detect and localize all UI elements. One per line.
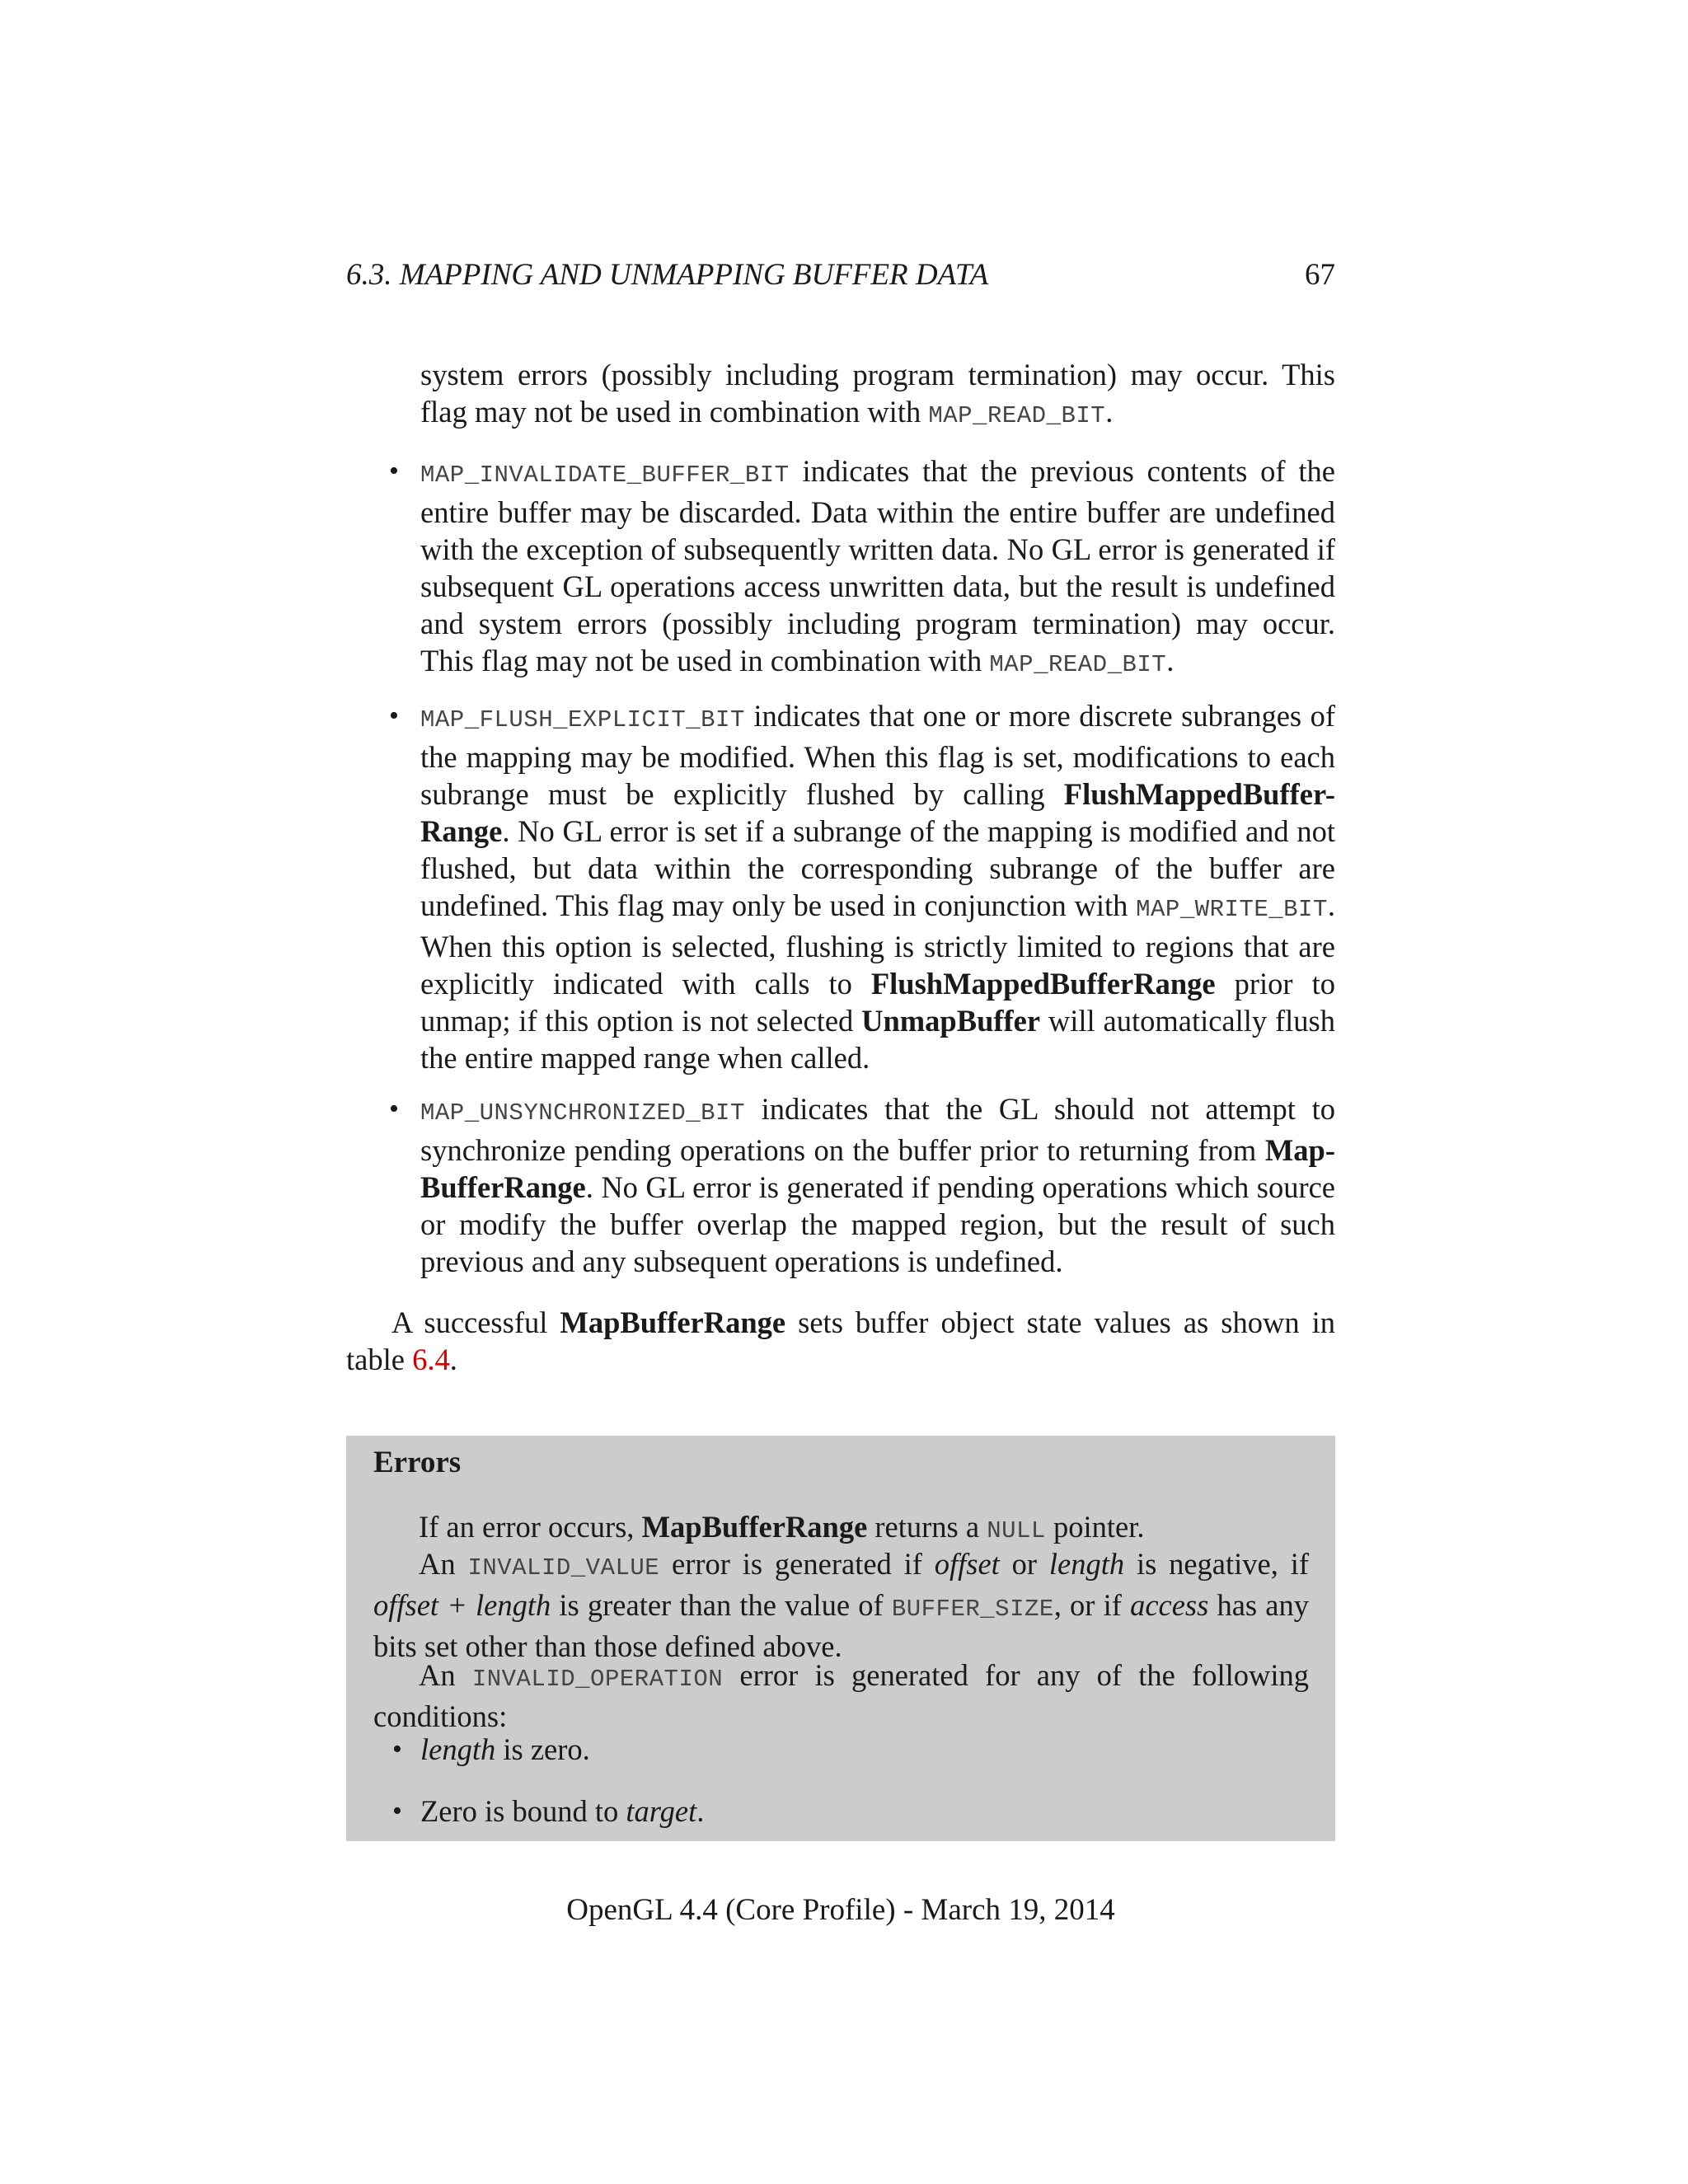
text-run: . When this option is selected, flushing is strictly limited to regions that are explicitly indicated with calls to: [420, 888, 1335, 1001]
text-run: An: [419, 1658, 472, 1692]
parameter-name: offset: [934, 1547, 1000, 1581]
text-run: indicates that the GL should not attempt to synchronize pending operations on the buffer prior to returning from: [420, 1092, 1335, 1167]
code-token: BUFFER_SIZE: [891, 1596, 1054, 1623]
page-footer: OpenGL 4.4 (Core Profile) - March 19, 2014: [566, 1893, 1115, 1927]
text-run: returns a: [867, 1510, 987, 1544]
parameter-name: target: [626, 1794, 697, 1828]
text-run: prior to unmap; if this option is not selected: [420, 967, 1335, 1038]
code-token: MAP_FLUSH_EXPLICIT_BIT: [420, 706, 745, 733]
function-name: UnmapBuffer: [861, 1004, 1041, 1038]
errors-title: Errors: [373, 1446, 462, 1479]
text-run: . No GL error is set if a subrange of the mapping is modified and not flushed, but data within the corresponding subrange of the buffer are undefined. This flag may only be used in conjunction with: [420, 814, 1335, 922]
text-run: is greater than the value of: [551, 1588, 892, 1622]
errors-bullet-zero-bound: [392, 1793, 1245, 1830]
text-run: .: [449, 1343, 457, 1376]
bullet-icon: •: [389, 701, 399, 731]
text-run: error is generated for any of the following conditions:: [373, 1658, 1309, 1733]
text-run: If an error occurs,: [419, 1510, 642, 1544]
text-run: .: [1105, 395, 1114, 429]
errors-paragraph-invalid-operation: [373, 1657, 1309, 1735]
bullet-icon: •: [392, 1796, 402, 1826]
text-run: .: [1166, 644, 1175, 677]
bullet-invalidate-buffer: [389, 452, 1335, 683]
code-token: MAP_INVALIDATE_BUFFER_BIT: [420, 462, 790, 489]
parameter-expression: offset + length: [373, 1588, 551, 1622]
table-reference-link[interactable]: 6.4: [412, 1343, 450, 1376]
text-run: or: [999, 1547, 1049, 1581]
text-run: has any bits set other than those defined above.: [373, 1588, 1309, 1663]
function-name: MapBufferRange: [560, 1305, 786, 1339]
code-token: MAP_READ_BIT: [989, 651, 1167, 678]
errors-box: [346, 1436, 1335, 1841]
bullet-icon: •: [389, 1094, 399, 1124]
text-run: .: [696, 1794, 705, 1828]
errors-paragraph-null: [373, 1508, 1309, 1549]
code-token: INVALID_OPERATION: [471, 1666, 724, 1693]
code-token: MAP_WRITE_BIT: [1136, 896, 1328, 923]
code-token: MAP_READ_BIT: [928, 402, 1106, 429]
text-run: A successful: [392, 1305, 560, 1339]
text-run: , or if: [1053, 1588, 1131, 1622]
continuation-paragraph: [420, 356, 1335, 434]
text-run: is zero.: [495, 1732, 590, 1766]
code-token: NULL: [987, 1517, 1046, 1544]
section-title: 6.3. MAPPING AND UNMAPPING BUFFER DATA: [346, 258, 989, 292]
code-token: MAP_UNSYNCHRONIZED_BIT: [420, 1099, 745, 1127]
function-name: FlushMappedBufferRange: [870, 967, 1216, 1001]
parameter-name: length: [1048, 1547, 1125, 1581]
text-run: is negative, if: [1124, 1547, 1309, 1581]
text-run: will automatically flush the entire mapped range when called.: [420, 1004, 1335, 1075]
text-run: sets buffer object state values as shown in table: [346, 1305, 1335, 1376]
text-run: . No GL error is generated if pending operations which source or modify the buffer overlap the mapped region, but the result of such previous and any subsequent operations is undefined.: [420, 1170, 1335, 1278]
bullet-icon: •: [392, 1734, 402, 1765]
code-token: INVALID_VALUE: [467, 1554, 660, 1582]
text-run: error is generated if: [659, 1547, 935, 1581]
function-name: MapBufferRange: [641, 1510, 868, 1544]
function-name: Map-BufferRange: [420, 1133, 1335, 1204]
running-header: [346, 257, 1335, 298]
summary-paragraph: [346, 1304, 1335, 1378]
text-run: indicates that the previous contents of the entire buffer may be discarded. Data within the entire buffer are undefined with the exception of subsequently written data. No GL error is generated if subsequent GL operations access unwritten data, but the result is undefined and system errors (possibly including program termination) may occur. This flag may not be used in combination with: [420, 454, 1335, 677]
bullet-unsynchronized: [389, 1090, 1335, 1280]
text-run: indicates that one or more discrete subranges of the mapping may be modified. When this flag is set, modifications to each subrange must be explicitly flushed by calling: [420, 699, 1335, 811]
parameter-name: access: [1130, 1588, 1209, 1622]
text-run: system errors (possibly including program termination) may occur. This flag may not be used in combination with: [420, 358, 1335, 429]
function-name: FlushMappedBuffer-Range: [420, 777, 1335, 848]
errors-paragraph-invalid-value: [373, 1545, 1309, 1665]
text-run: Zero is bound to: [420, 1794, 626, 1828]
text-run: pointer.: [1045, 1510, 1145, 1544]
page-number: 67: [1305, 258, 1335, 292]
bullet-flush-explicit: [389, 697, 1335, 1076]
bullet-icon: •: [389, 456, 399, 486]
parameter-name: length: [420, 1732, 496, 1766]
text-run: An: [419, 1547, 468, 1581]
errors-bullet-length-zero: [392, 1731, 1245, 1768]
